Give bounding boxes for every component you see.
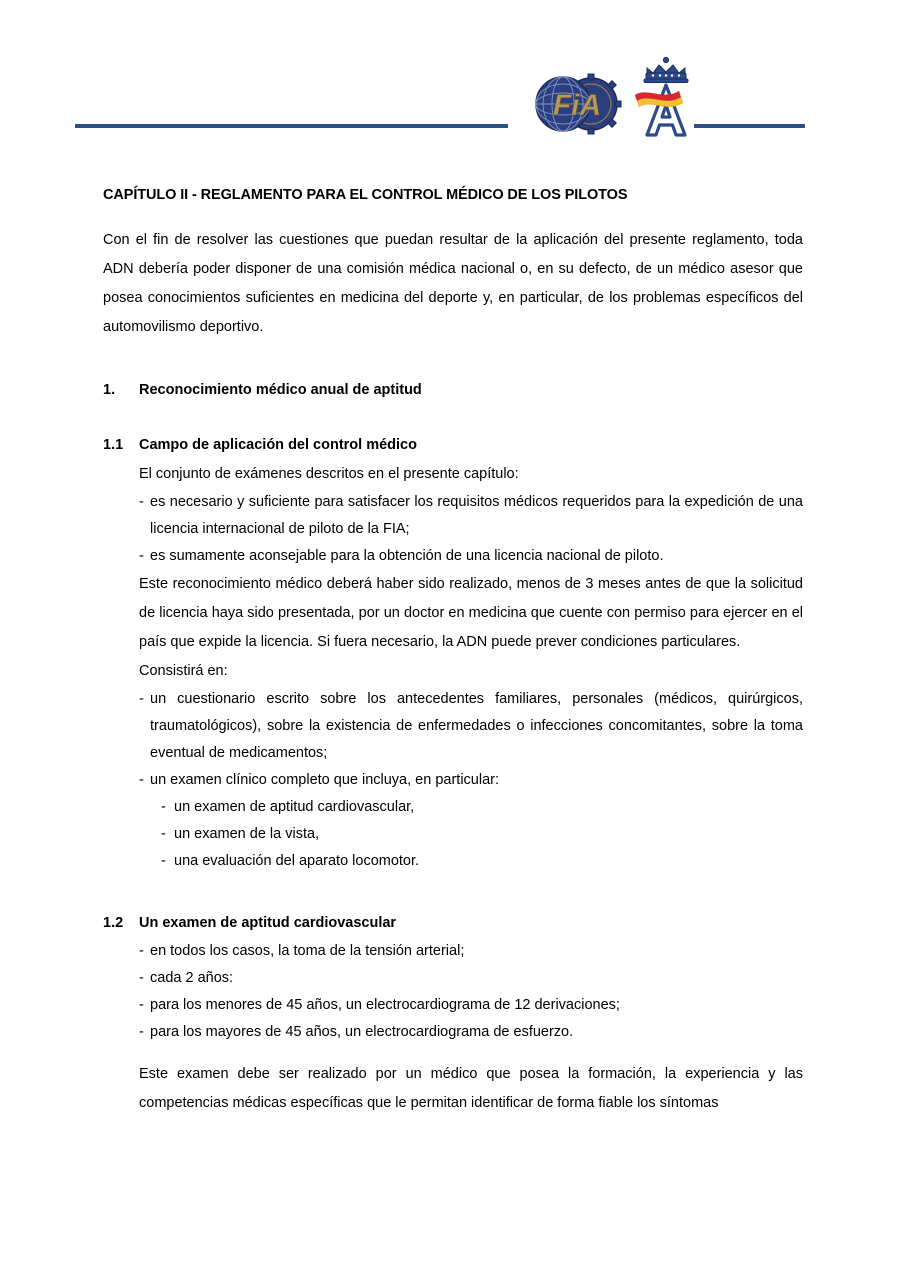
document-body (103, 186, 803, 1118)
list-item-text: cada 2 años: (150, 969, 234, 986)
list-item (139, 1019, 803, 1046)
dash-marker: - (139, 942, 144, 959)
list-item (161, 794, 794, 821)
section-1-2-closing-paragraph: Este examen debe ser realizado por un médico que posea la formación, la experiencia y las competencias médicas específicas que le permitan identificar de forma fiable los síntomas (139, 1065, 803, 1111)
section-heading-1-2 (103, 909, 803, 938)
list-item (161, 848, 794, 875)
section-1-1-consist-lead: Consistirá en: (139, 662, 228, 679)
section-1-1-bullet-list-2 (103, 686, 803, 875)
list-item-text: una evaluación del aparato locomotor. (174, 852, 420, 869)
section-title-1-2: Un examen de aptitud cardiovascular (139, 914, 397, 931)
page-title: CAPÍTULO II - REGLAMENTO PARA EL CONTROL MÉDICO DE LOS PILOTOS (103, 187, 628, 203)
list-item-text: es sumamente aconsejable para la obtención de una licencia nacional de piloto. (150, 547, 664, 564)
list-item (161, 821, 794, 848)
list-item-text: un examen de la vista, (174, 825, 320, 842)
list-item-text: un examen clínico completo que incluya, en particular: (150, 771, 499, 788)
section-1-1-bullet-list (103, 489, 803, 570)
section-heading-1-1 (103, 431, 803, 460)
list-item (139, 543, 803, 570)
section-1-2-bullet-list (103, 938, 803, 1046)
section-title-1-1: Campo de aplicación del control médico (139, 436, 417, 453)
section-heading-1 (103, 376, 803, 405)
list-item (139, 938, 803, 965)
dash-marker: - (139, 969, 144, 986)
fia-logo (533, 73, 625, 140)
dash-marker: - (161, 852, 166, 869)
section-title-1: Reconocimiento médico anual de aptitud (139, 381, 422, 398)
list-item-text: para los menores de 45 años, un electrocardiograma de 12 derivaciones; (150, 996, 620, 1013)
dash-marker: - (139, 547, 144, 564)
rfeda-logo (633, 55, 699, 144)
section-number-1-2: 1.2 (103, 914, 124, 931)
dash-marker: - (139, 690, 144, 707)
list-item (139, 965, 803, 992)
list-item (139, 992, 803, 1019)
list-item-text: es necesario y suficiente para satisfacer los requisitos médicos requeridos para la expedición de una licencia internacional de piloto de la FIA; (150, 493, 803, 537)
dash-marker: - (161, 825, 166, 842)
intro-paragraph: Con el fin de resolver las cuestiones que puedan resultar de la aplicación del presente reglamento, toda ADN debería poder disponer de una comisión médica nacional o, en su defecto, de un médico asesor que posea conocimientos suficientes en medicina del deporte y, en particular, de los problemas específicos del automovilismo deportivo. (103, 231, 803, 335)
list-item (139, 686, 803, 767)
section-1-1-paragraph: Este reconocimiento médico deberá haber sido realizado, menos de 3 meses antes de que la solicitud de licencia haya sido presentada, por un doctor en medicina que cuente con permiso para ejercer en el país que expide la licencia. Si fuera necesario, la ADN puede prever condiciones particulares. (139, 575, 803, 650)
header-logos (533, 55, 713, 145)
dash-marker: - (139, 1023, 144, 1040)
section-number-1-1: 1.1 (103, 436, 124, 453)
dash-marker: - (139, 493, 144, 510)
section-1-1-lead: El conjunto de exámenes descritos en el presente capítulo: (139, 465, 519, 482)
svg-text:FiA: FiA (552, 89, 602, 122)
list-item-text: para los mayores de 45 años, un electrocardiograma de esfuerzo. (150, 1023, 574, 1040)
list-item-text: en todos los casos, la toma de la tensión arterial; (150, 942, 465, 959)
list-item (139, 767, 803, 794)
dash-marker: - (161, 798, 166, 815)
list-item-text: un examen de aptitud cardiovascular, (174, 798, 415, 815)
page-header (0, 0, 905, 150)
dash-marker: - (139, 996, 144, 1013)
header-rule-left (75, 124, 508, 128)
dash-marker: - (139, 771, 144, 788)
list-item-text: un cuestionario escrito sobre los antecedentes familiares, personales (médicos, quirúrgicos, traumatológicos), sobre la existencia de enfermedades o infecciones concomitantes, sobre la toma eventual de medicamentos; (150, 690, 803, 761)
section-number-1: 1. (103, 381, 116, 398)
list-item (139, 489, 803, 543)
